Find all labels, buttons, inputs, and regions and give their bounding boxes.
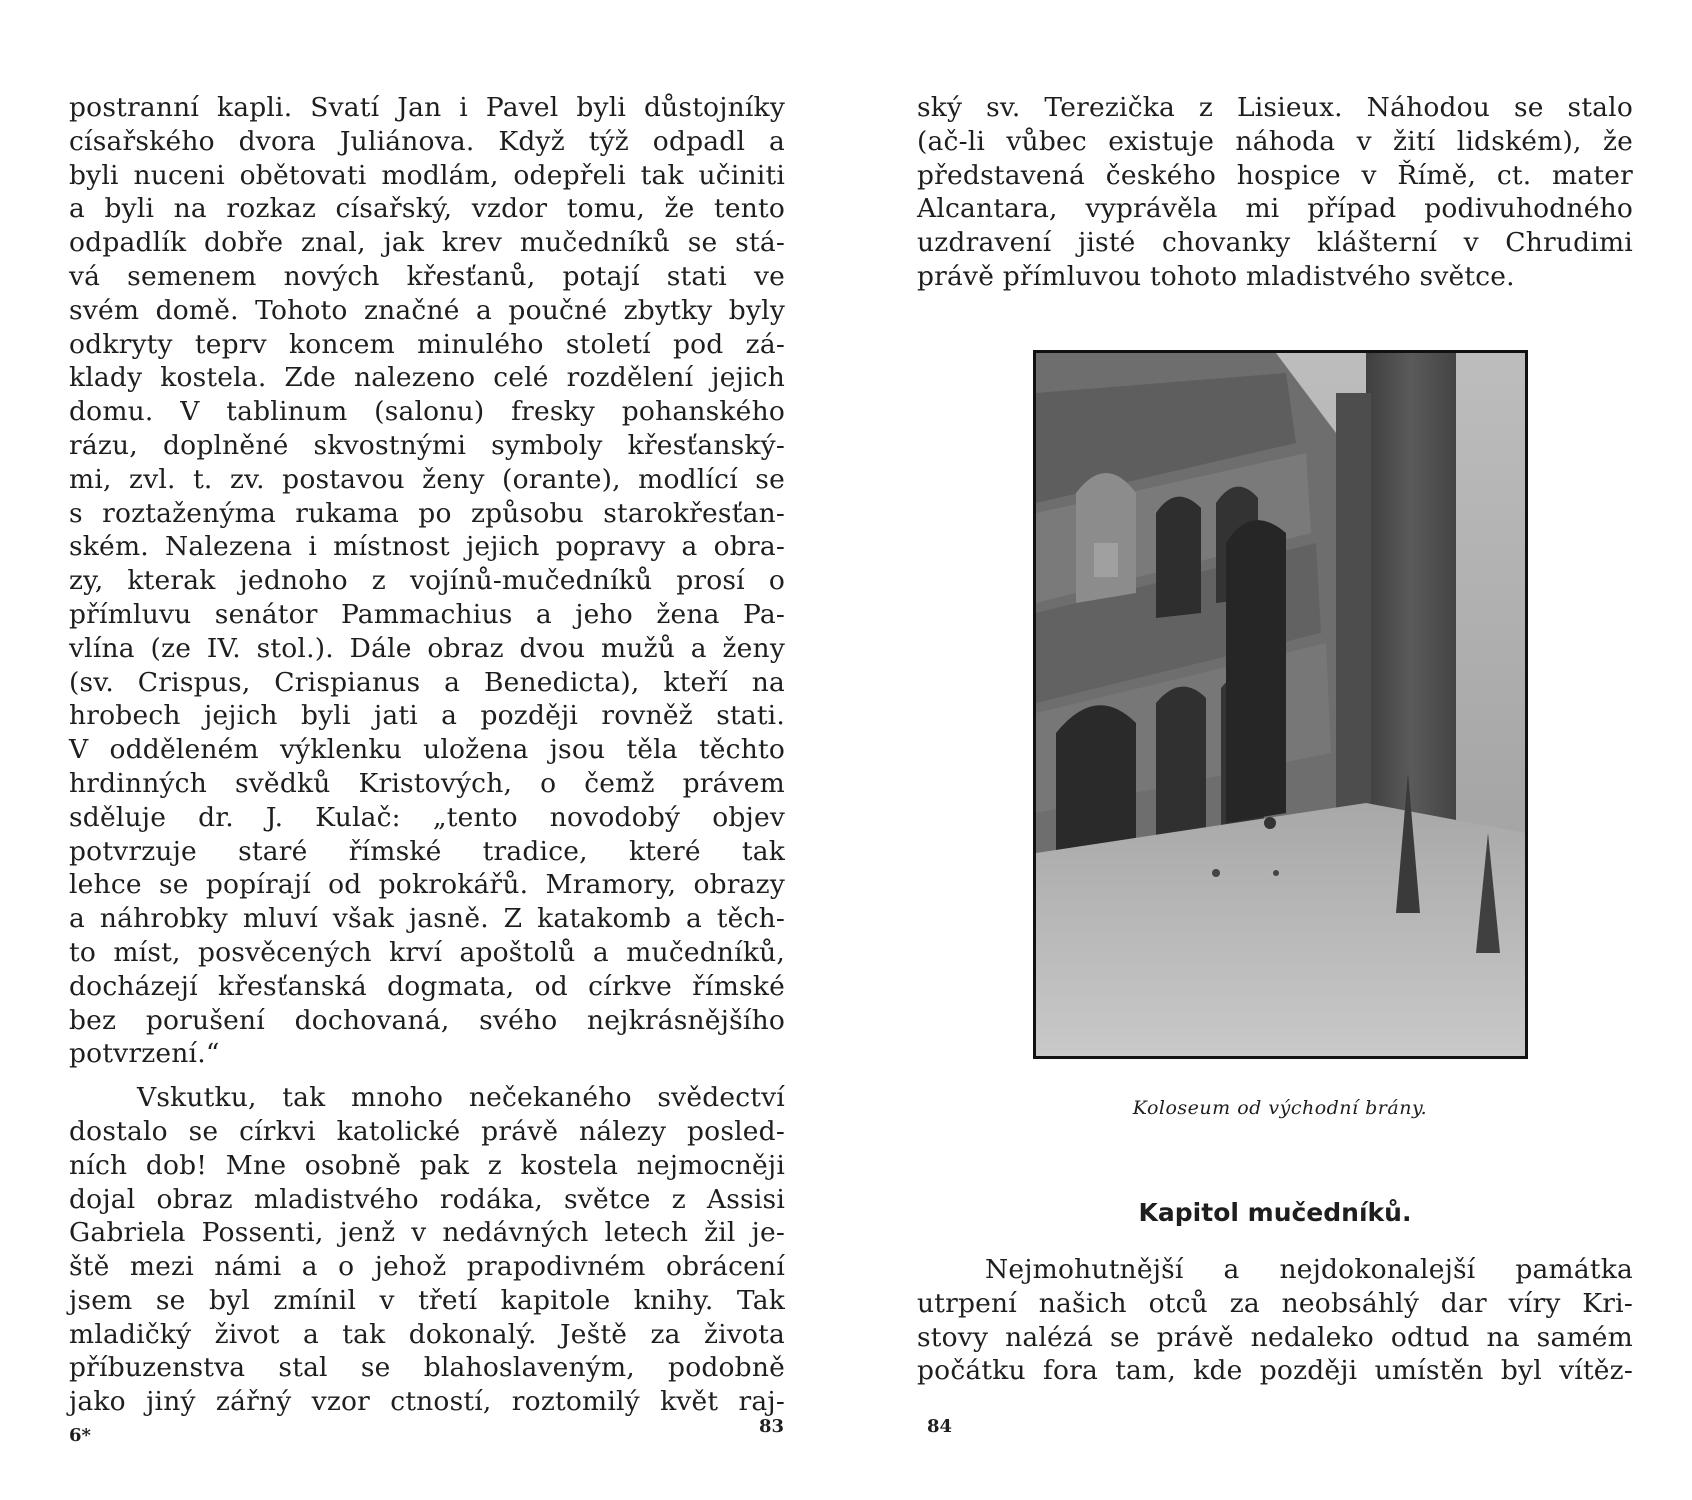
text-line: ském. Nalezena i místnost jejich popravy a obra- (69, 531, 785, 563)
text-line: a byli na rozkaz císařský, vzdor tomu, že tento (69, 193, 785, 225)
text-line: právě přímluvou tohoto mladistvého světce. (917, 260, 1515, 292)
text-line: hrobech jejich byli jati a později rovněž stati. (69, 700, 785, 732)
text-line: uzdravení jisté chovanky klášterní v Chrudimi (917, 227, 1633, 259)
text-line: sděluje dr. J. Kulač: „tento novodobý objev (69, 801, 785, 833)
text-line: domu. V tablinum (salonu) fresky pohanského (69, 396, 785, 428)
text-line: vlína (ze IV. stol.). Dále obraz dvou mužů a ženy (69, 632, 785, 664)
paragraph-gap (69, 1071, 785, 1081)
text-line: počátku fora tam, kde později umístěn byl vítěz- (917, 1355, 1633, 1387)
text-line: vá semenem nových křesťanů, potají stati ve (69, 260, 785, 292)
photo-caption: Koloseum od východní brány. (1132, 1097, 1428, 1119)
chapter-heading: Kapitol mučedníků. (1138, 1198, 1412, 1227)
text-line: rázu, doplněné skvostnými symboly křesťanský- (69, 429, 785, 461)
text-line: Vskutku, tak mnoho nečekaného svědectví (137, 1082, 785, 1114)
text-line: přímluvu senátor Pammachius a jeho žena Pa- (69, 598, 785, 630)
text-line: představená českého hospice v Římě, ct. mater (917, 159, 1633, 191)
text-line: mi, zvl. t. zv. postavou ženy (orante), modlící se (69, 463, 785, 495)
text-line: jsem se byl zmínil v třetí kapitole knihy. Tak (69, 1284, 785, 1316)
text-line: císařského dvora Juliánova. Když týž odpadl a (69, 125, 785, 157)
text-line: ště mezi námi a o jehož prapodivném obrácení (69, 1251, 785, 1283)
signature-mark: 6* (69, 1425, 91, 1446)
text-line: s roztaženýma rukama po způsobu starokřesťan- (69, 497, 785, 529)
right-page-top-text (917, 91, 1633, 294)
text-line: dojal obraz mladistvého rodáka, světce z Assisi (69, 1183, 785, 1215)
text-line: ních dob! Mne osobně pak z kostela nejmocněji (69, 1149, 785, 1181)
text-line: Nejmohutnější a nejdokonalejší památka (985, 1254, 1633, 1285)
text-line: jako jiný zářný vzor ctností, roztomilý květ raj- (69, 1386, 785, 1418)
colosseum-photo (1033, 350, 1528, 1059)
text-line: odkryty teprv koncem minulého století pod zá- (69, 328, 785, 360)
page-number: 84 (927, 1416, 953, 1437)
text-line: stovy nalézá se právě nedaleko odtud na samém (917, 1321, 1633, 1353)
text-line: dostalo se církvi katolické právě nálezy posled- (69, 1115, 785, 1147)
text-line: zy, kterak jednoho z vojínů-mučedníků prosí o (69, 565, 785, 597)
text-line: (ač-li vůbec existuje náhoda v žití lidském), že (917, 125, 1633, 157)
text-line: utrpení našich otců za neobsáhlý dar víry Kri- (917, 1287, 1633, 1319)
text-line: lehce se popírají od pokrokářů. Mramory, obrazy (69, 869, 785, 901)
text-line: V odděleném výklenku uložena jsou těla těchto (69, 734, 785, 766)
text-line: ský sv. Terezička z Lisieux. Náhodou se stalo (917, 92, 1633, 123)
text-line: mladičký život a tak dokonalý. Ještě za života (69, 1318, 785, 1350)
colosseum-photo-drawing (1036, 353, 1525, 1056)
text-line: potvrzení.“ (69, 1038, 220, 1070)
right-page-body-text (917, 1253, 1633, 1388)
text-line: byli nuceni obětovati modlám, odepřeli tak učiniti (69, 159, 785, 191)
text-line: a náhrobky mluví však jasně. Z katakomb a těch- (69, 903, 785, 935)
page-number: 83 (759, 1416, 785, 1437)
text-line: hrdinných svědků Kristových, o čemž právem (69, 767, 785, 799)
text-line: postranní kapli. Svatí Jan i Pavel byli důstojníky (69, 92, 785, 123)
text-line: (sv. Crispus, Crispianus a Benedicta), kteří na (69, 666, 785, 698)
text-line: docházejí křesťanská dogmata, od církve římské (69, 970, 785, 1002)
text-line: Alcantara, vyprávěla mi případ podivuhodného (917, 193, 1633, 225)
text-line: svém domě. Tohoto značné a poučné zbytky byly (69, 294, 785, 326)
text-line: bez porušení dochovaná, svého nejkrásnějšího (69, 1004, 785, 1036)
left-page-text (69, 91, 785, 1419)
text-line: Gabriela Possenti, jenž v nedávných letech žil je- (69, 1217, 785, 1249)
text-line: to míst, posvěcených krví apoštolů a mučedníků, (69, 936, 785, 968)
text-line: potvrzuje staré římské tradice, které tak (69, 835, 785, 867)
text-line: klady kostela. Zde nalezeno celé rozdělení jejich (69, 362, 785, 394)
text-line: odpadlík dobře znal, jak krev mučedníků se stá- (69, 227, 785, 259)
text-line: příbuzenstva stal se blahoslaveným, podobně (69, 1352, 785, 1384)
